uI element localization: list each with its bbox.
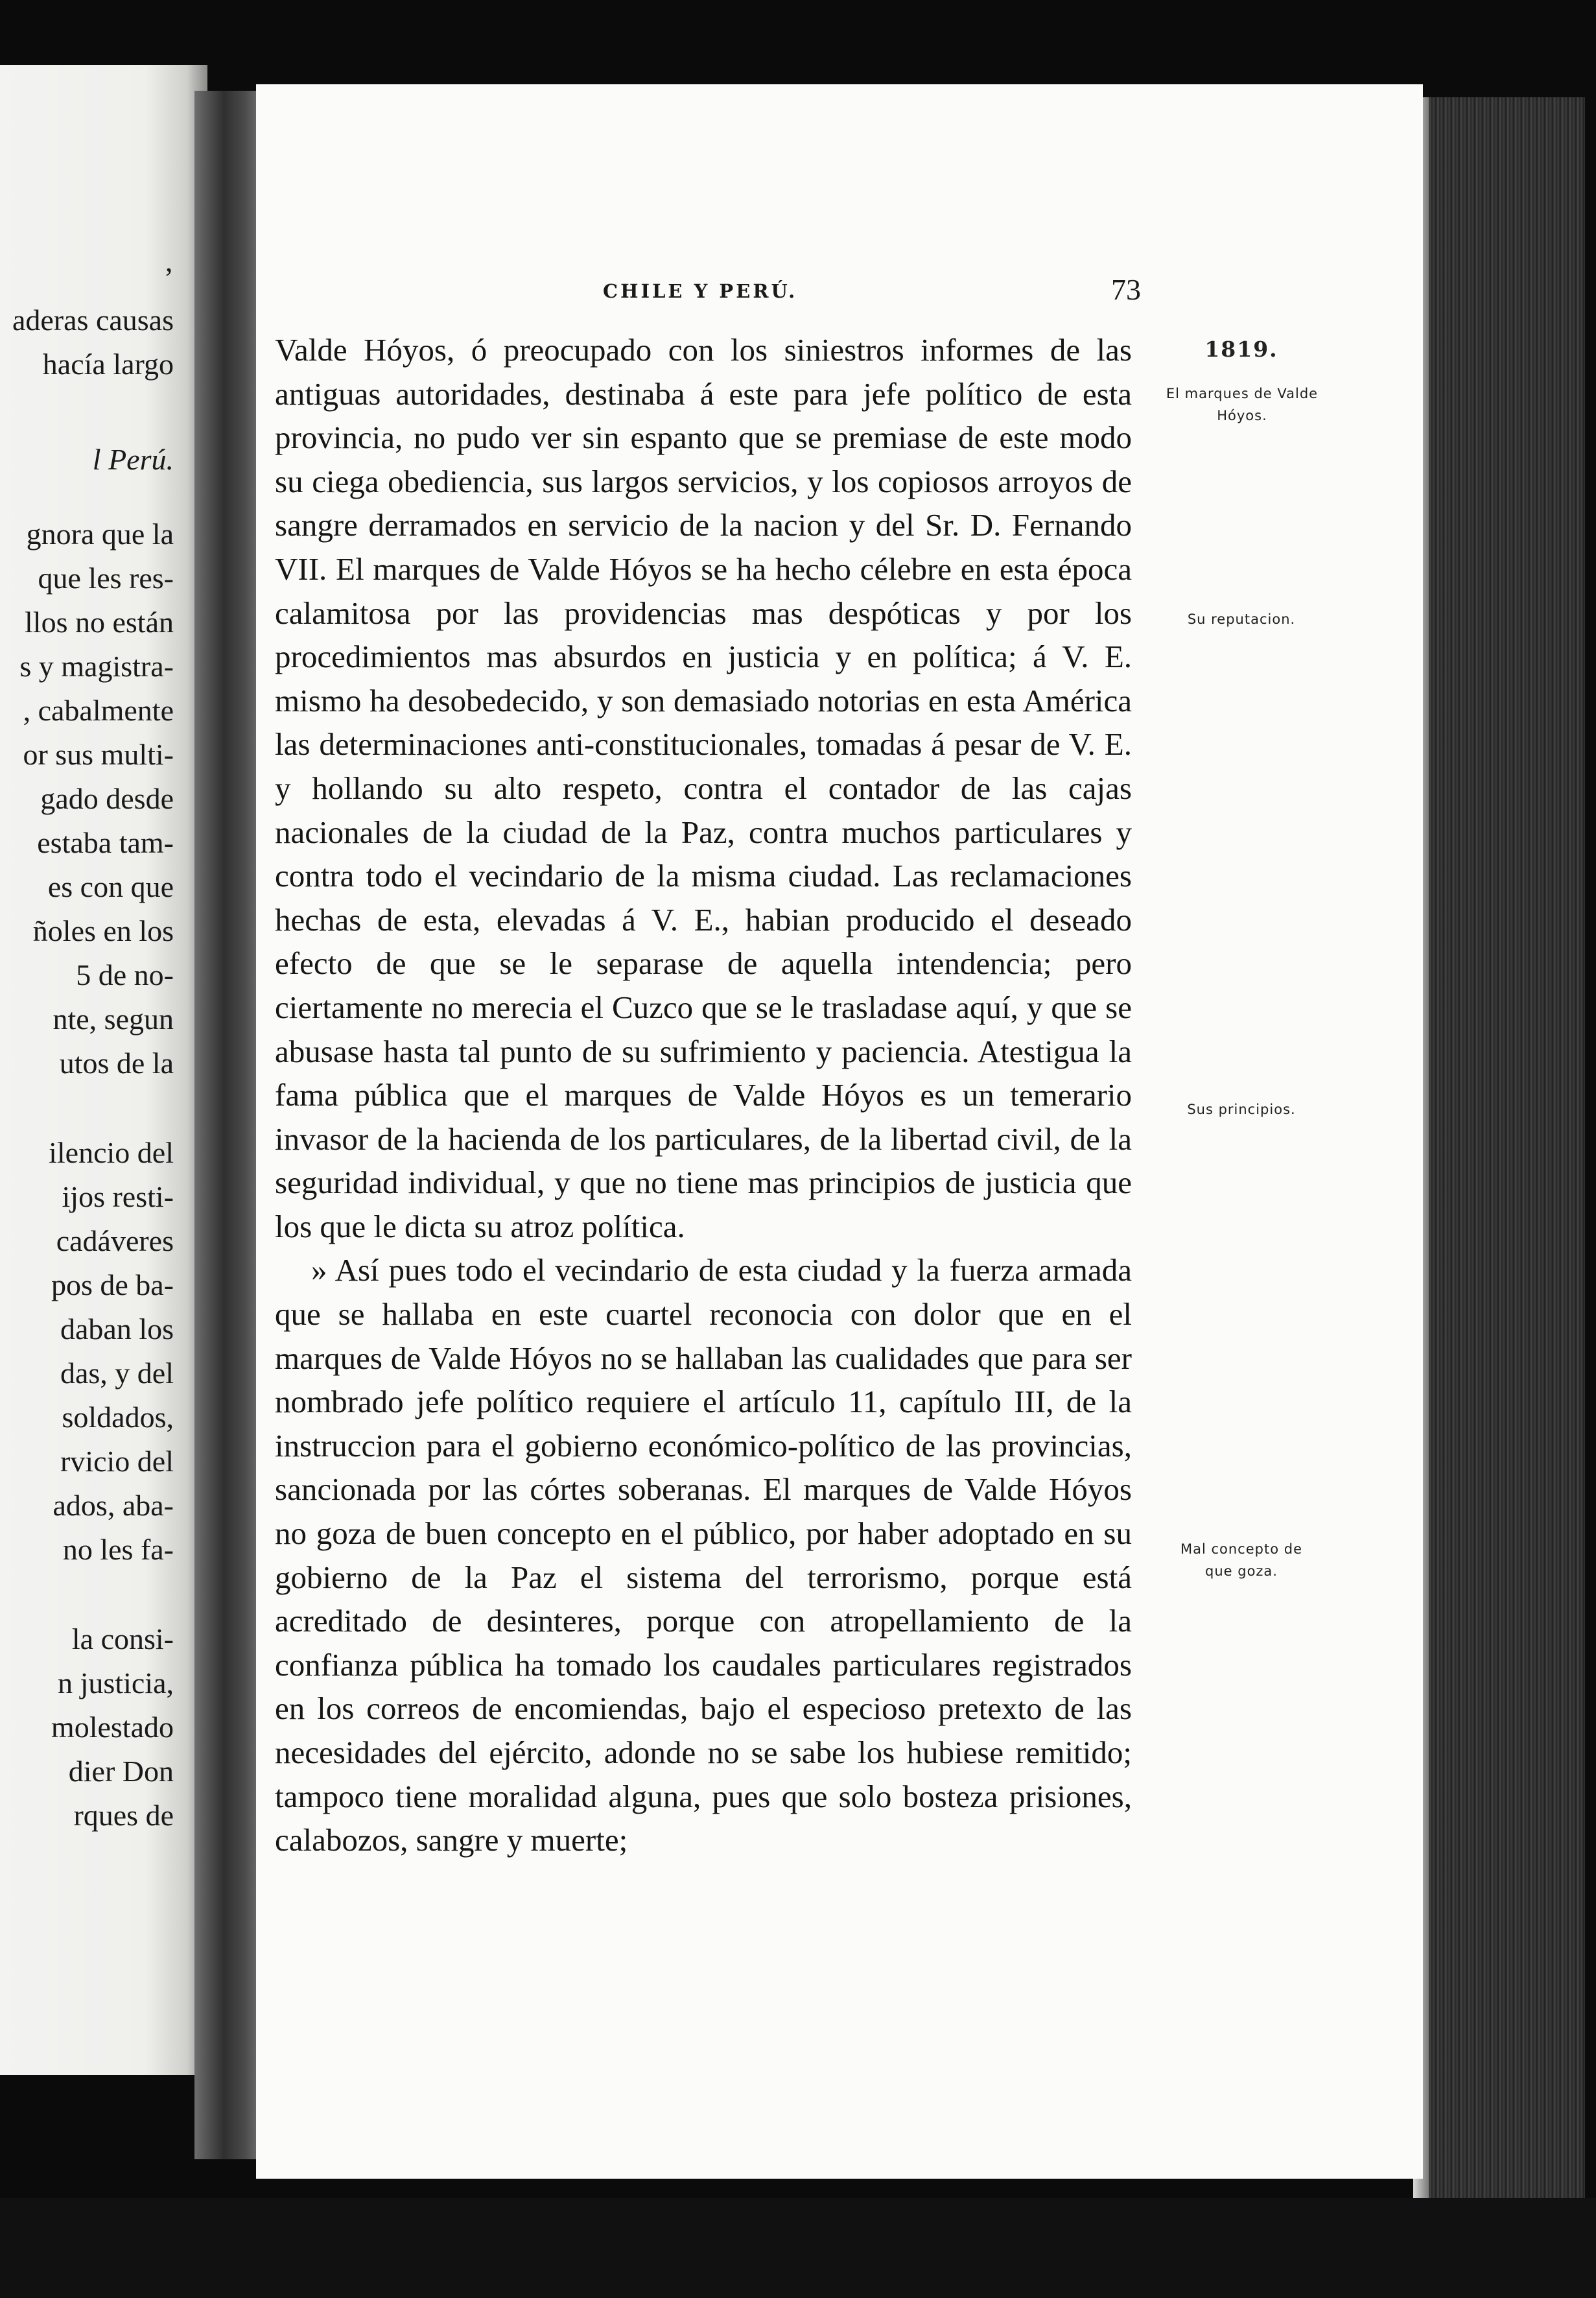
left-page-line: soldados, bbox=[62, 1401, 174, 1434]
margin-note-year: 1819. bbox=[1204, 337, 1278, 362]
page-number: 73 bbox=[1111, 273, 1141, 306]
left-page-line: 5 de no- bbox=[76, 958, 174, 991]
scan-background bbox=[0, 2198, 1596, 2298]
left-page-line: n justicia, bbox=[58, 1666, 174, 1700]
left-page-line: molestado bbox=[51, 1711, 174, 1744]
page-stack-edge bbox=[1416, 97, 1585, 2198]
left-page-line: ijos resti- bbox=[62, 1180, 174, 1213]
left-page-line: ’ bbox=[163, 261, 174, 294]
left-page bbox=[0, 65, 207, 2075]
running-header: CHILE Y PERÚ. bbox=[603, 280, 798, 302]
left-page-line: gado desde bbox=[40, 782, 174, 815]
left-page-line: llos no están bbox=[25, 606, 174, 639]
left-page-line: ñoles en los bbox=[32, 914, 174, 947]
margin-note: Sus principios. bbox=[1187, 1102, 1296, 1117]
left-page-line: hacía largo bbox=[42, 348, 174, 381]
body-text bbox=[275, 328, 1132, 1862]
left-page-line: dier Don bbox=[68, 1755, 174, 1788]
left-page-line: cadáveres bbox=[56, 1224, 174, 1257]
left-page-line: daban los bbox=[60, 1312, 174, 1345]
left-page-line: das, y del bbox=[60, 1356, 174, 1390]
left-page-line: rvicio del bbox=[60, 1445, 174, 1478]
left-page-line: , cabalmente bbox=[23, 694, 174, 727]
left-page-line: gnora que la bbox=[26, 517, 174, 551]
margin-note: Su reputacion. bbox=[1187, 611, 1296, 627]
left-page-line: que les res- bbox=[38, 562, 174, 595]
left-page-line: utos de la bbox=[59, 1047, 174, 1080]
left-page-line: pos de ba- bbox=[51, 1268, 174, 1301]
left-page-line: ilencio del bbox=[49, 1136, 174, 1169]
left-page-line: aderas causas bbox=[12, 303, 174, 337]
left-page-line: rques de bbox=[73, 1799, 174, 1832]
margin-note: Mal concepto de que goza. bbox=[1180, 1541, 1302, 1579]
paragraph: Valde Hóyos, ó preocupado con los siniestros informes de las antiguas autoridades, destinaba á este para jefe político de esta provincia, no pudo ver sin espanto que se premiase de este modo su ciega obediencia, sus largos servicios, y los copiosos arroyos de sangre derramados en servicio de la nacion y del Sr. D. Fernando VII. El marques de Valde Hóyos se ha hecho célebre en esta época calamitosa por las providencias mas despóticas y por los procedimientos mas absurdos en justicia y en política; á V. E. mismo ha desobedecido, y son demasiado notorias en esta América las determinaciones anti-constitucionales, tomadas á pesar de V. E. y hollando su alto respeto, contra el contador de las cajas nacionales de la ciudad de la Paz, contra muchos particulares y contra todo el vecindario de la misma ciudad. Las reclamaciones hechas de esta, elevadas á V. E., habian producido el deseado efecto de que se le separase de aquella intendencia; pero ciertamente no merecia el Cuzco que se le trasladase aquí, y que se abusase hasta tal punto de su sufrimiento y paciencia. Atestigua la fama pública que el marques de Valde Hóyos es un temerario invasor de la hacienda de los particulares, de la libertad civil, de la seguridad individual, y que no tiene mas principios de justicia que los que le dicta su atroz política. bbox=[275, 332, 1132, 1244]
left-page-line: l Perú. bbox=[92, 443, 174, 476]
left-page-line: or sus multi- bbox=[23, 738, 174, 771]
left-page-line: no les fa- bbox=[62, 1533, 174, 1566]
paragraph: » Así pues todo el vecindario de esta ciudad y la fuerza armada que se hallaba en este cuartel reconocia con dolor que en el marques de Valde Hóyos no se hallaban las cualidades que para ser nombrado jefe político requiere el artículo 11, capítulo III, de la instruccion para el gobierno económico-político de las provincias, sancionada por las córtes soberanas. El marques de Valde Hóyos no goza de buen concepto en el público, por haber adoptado en su gobierno de la Paz el sistema del terrorismo, porque está acreditado de desinteres, porque con atropellamiento de la confianza pública ha tomado los caudales particulares registrados en los correos de encomiendas, bajo el especioso pretexto de las necesidades del ejército, adonde no se sabe los hubiese remitido; tampoco tiene moralidad alguna, pues que solo bosteza prisiones, calabozos, sangre y muerte; bbox=[275, 1252, 1132, 1858]
margin-note: El marques de Valde Hóyos. bbox=[1166, 386, 1319, 423]
left-page-line: ados, aba- bbox=[53, 1489, 174, 1522]
left-page-line: s y magistra- bbox=[19, 650, 174, 683]
left-page-line: estaba tam- bbox=[37, 826, 174, 859]
left-page-line: es con que bbox=[47, 870, 174, 903]
left-page-line: nte, segun bbox=[53, 1002, 174, 1036]
left-page-line: la consi- bbox=[71, 1622, 174, 1655]
